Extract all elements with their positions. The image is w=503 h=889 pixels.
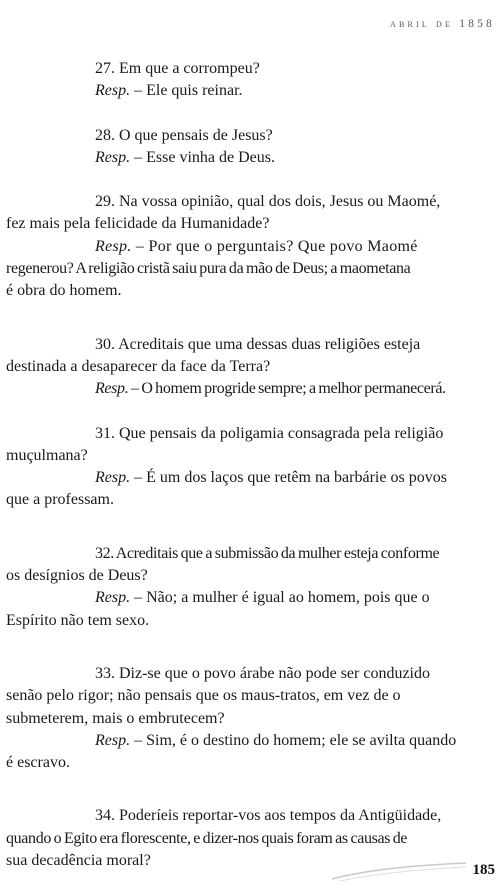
- question-32: [6, 543, 497, 632]
- answer-text: [6, 147, 497, 169]
- page-number: 185: [472, 862, 495, 878]
- resp-label: Resp.: [95, 380, 129, 398]
- answer-text-cont: Espírito não tem sexo.: [6, 611, 150, 629]
- answer-body: – Esse vinha de Deus.: [134, 148, 275, 166]
- question-text: 33. Diz-se que o povo árabe não pode ser conduzido: [95, 664, 430, 682]
- answer-body: – Sim, é o destino do homem; ele se avilta quando: [134, 731, 457, 749]
- answer-body: – O homem progride sempre; a melhor permanecerá.: [131, 380, 446, 398]
- question-28: [6, 125, 497, 170]
- answer-text: [6, 80, 497, 102]
- question-30: [6, 334, 497, 401]
- swoosh-ornament: [330, 861, 470, 883]
- question-text-cont: submeterem, mais o embrutecem?: [6, 709, 225, 727]
- question-text: 34. Poderíeis reportar-vos aos tempos da Antigüidade,: [95, 807, 442, 825]
- answer-text-cont: que a professam.: [6, 491, 114, 509]
- question-text: 28. O que pensais de Jesus?: [95, 126, 273, 144]
- page-body: [6, 58, 497, 872]
- answer-text-cont: regenerou? A religião cristã saiu pura da mão de Deus; a maometana: [6, 260, 411, 278]
- question-33: [6, 663, 497, 774]
- question-27: [6, 58, 497, 103]
- answer-body: – Por que o perguntais? Que povo Maomé: [135, 237, 418, 255]
- question-text: 30. Acreditais que uma dessas duas religiões esteja: [95, 335, 421, 353]
- answer-text: [6, 378, 497, 400]
- answer-body: – Ele quis reinar.: [134, 82, 243, 100]
- question-31: [6, 423, 497, 512]
- resp-label: Resp.: [95, 148, 131, 166]
- question-text: 27. Em que a corrompeu?: [95, 60, 260, 77]
- question-text-cont: muçulmana?: [6, 446, 88, 464]
- answer-text: [6, 467, 497, 489]
- running-header: abril de 1858: [389, 18, 495, 30]
- answer-text: [6, 730, 497, 752]
- question-29: [6, 191, 497, 302]
- answer-text: [6, 587, 497, 609]
- resp-label: Resp.: [95, 469, 131, 487]
- question-text: 29. Na vossa opinião, qual dos dois, Jesus ou Maomé,: [95, 193, 441, 211]
- answer-text-cont: é obra do homem.: [6, 282, 122, 300]
- question-text-cont: os desígnios de Deus?: [6, 567, 148, 585]
- resp-label: Resp.: [95, 82, 131, 100]
- question-text: 31. Que pensais da poligamia consagrada pela religião: [95, 424, 444, 442]
- resp-label: Resp.: [95, 237, 132, 255]
- question-text: 32. Acreditais que a submissão da mulher esteja conforme: [95, 544, 440, 562]
- answer-text: [6, 236, 497, 258]
- question-text-cont: destinada a desaparecer da face da Terra?: [6, 357, 271, 375]
- question-text-cont: fez mais pela felicidade da Humanidade?: [6, 215, 270, 233]
- answer-text-cont: é escravo.: [6, 754, 70, 772]
- question-text-cont: quando o Egito era florescente, e dizer-nos quais foram as causas de: [6, 829, 408, 847]
- resp-label: Resp.: [95, 589, 131, 607]
- resp-label: Resp.: [95, 731, 131, 749]
- answer-body: – Não; a mulher é igual ao homem, pois que o: [134, 589, 430, 607]
- answer-body: – É um dos laços que retêm na barbárie os povos: [134, 469, 447, 487]
- question-text-cont: sua decadência moral?: [6, 852, 151, 870]
- question-text-cont: senão pelo rigor; não pensais que os maus-tratos, em vez de o: [6, 687, 401, 705]
